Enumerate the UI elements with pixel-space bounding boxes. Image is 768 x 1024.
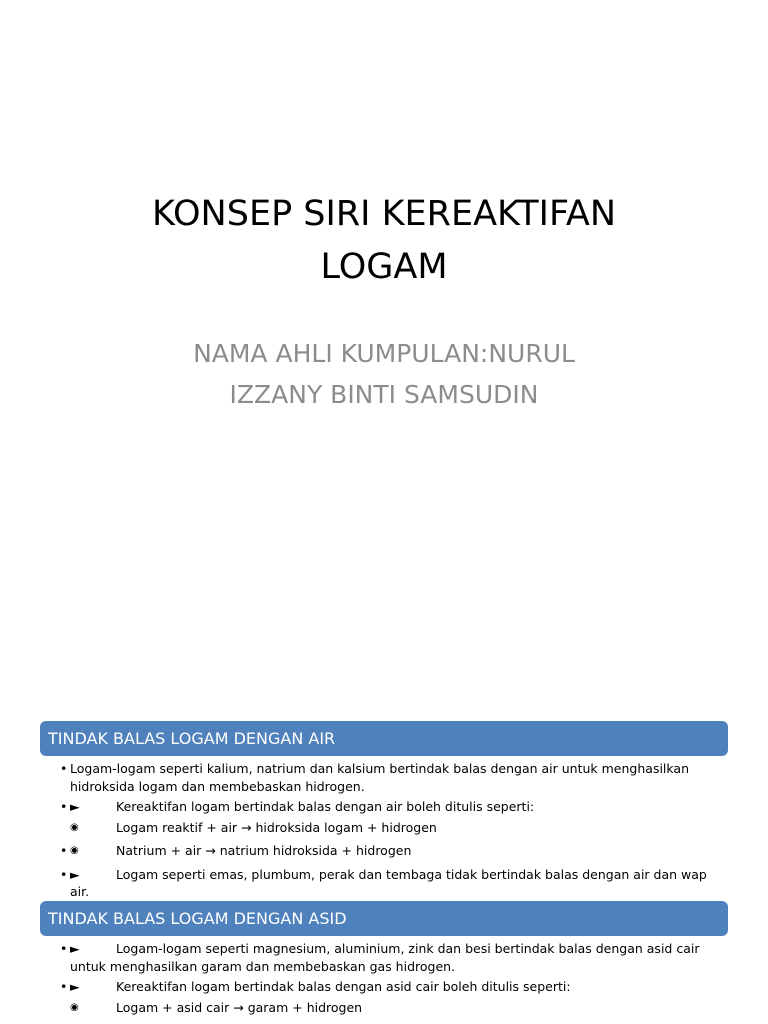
- radio-bullet-icon: ◉: [70, 1001, 79, 1013]
- list-item-text: Logam-logam seperti magnesium, aluminium, zink dan besi bertindak balas dengan asid cair untuk menghasilkan garam dan membebaskan gas hidrogen.: [70, 941, 700, 974]
- bullet-dot: •: [60, 941, 68, 956]
- subtitle-line-1: NAMA AHLI KUMPULAN:NURUL: [193, 339, 575, 368]
- list-item-text: Logam + asid cair → garam + hidrogen: [116, 999, 363, 1015]
- slide-title: [0, 188, 768, 294]
- bullet-dot: •: [60, 761, 68, 776]
- list-item: [60, 978, 715, 996]
- section-content-water: [60, 760, 715, 904]
- bullet-dot: •: [60, 979, 68, 994]
- list-item: [60, 866, 715, 901]
- list-item-text: Logam-logam seperti kalium, natrium dan kalsium bertindak balas dengan air untuk menghasilkan hidroksida logam dan membebaskan hidrogen.: [70, 761, 690, 794]
- section-content-acid: [60, 940, 715, 1019]
- title-line-1: KONSEP SIRI KEREAKTIFAN: [151, 194, 617, 234]
- list-item: [60, 842, 715, 860]
- list-item: [60, 940, 715, 975]
- slide-subtitle: [0, 333, 768, 415]
- arrow-bullet-icon: ►: [70, 866, 80, 882]
- arrow-bullet-icon: ►: [70, 979, 80, 994]
- bullet-dot: •: [60, 799, 68, 814]
- list-item-text: Kereaktifan logam bertindak balas dengan asid cair boleh ditulis seperti:: [116, 979, 571, 994]
- list-item: [60, 760, 715, 795]
- section-header-acid: TINDAK BALAS LOGAM DENGAN ASID: [40, 901, 728, 936]
- arrow-bullet-icon: ►: [70, 941, 80, 956]
- radio-bullet-icon: ◉: [70, 845, 79, 856]
- list-item-text: Natrium + air → natrium hidroksida + hidrogen: [116, 843, 412, 858]
- list-item: [60, 819, 715, 837]
- title-line-2: LOGAM: [320, 247, 448, 287]
- list-item-text: Kereaktifan logam bertindak balas dengan air boleh ditulis seperti:: [116, 799, 535, 814]
- arrow-bullet-icon: ►: [70, 799, 80, 814]
- subtitle-line-2: IZZANY BINTI SAMSUDIN: [229, 380, 539, 409]
- list-item: [60, 999, 715, 1017]
- radio-bullet-icon: ◉: [70, 821, 79, 833]
- bullet-dot: •: [60, 866, 68, 882]
- section-header-water: TINDAK BALAS LOGAM DENGAN AIR: [40, 721, 728, 756]
- list-item-text: Logam seperti emas, plumbum, perak dan tembaga tidak bertindak balas dengan air dan wap air.: [70, 866, 707, 899]
- list-item: [60, 798, 715, 816]
- bullet-dot: •: [60, 843, 68, 858]
- list-item-text: Logam reaktif + air → hidroksida logam + hidrogen: [116, 819, 437, 835]
